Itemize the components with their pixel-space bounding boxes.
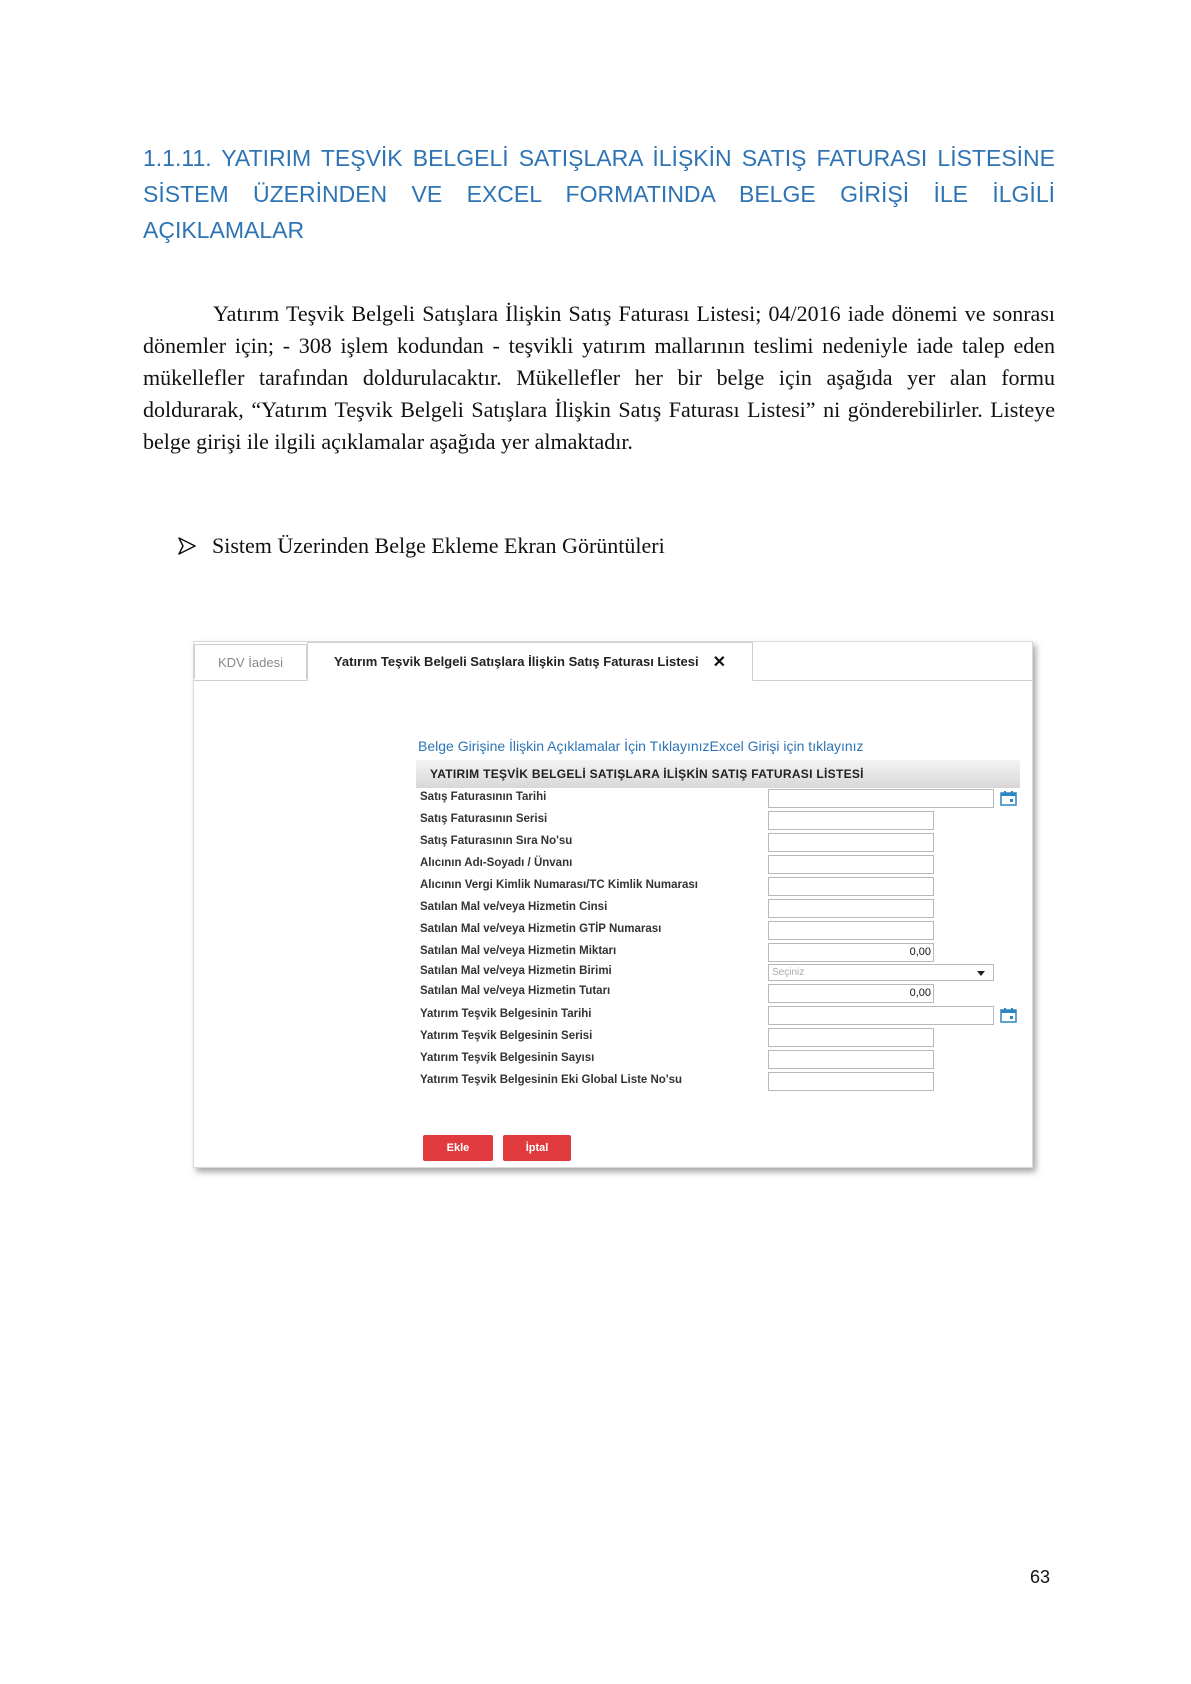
field-label: Yatırım Teşvik Belgesinin Tarihi [420, 1008, 592, 1020]
screenshot-panel [193, 641, 1033, 1168]
body-paragraph [143, 298, 1055, 458]
unit-select-value: Seçiniz [772, 967, 805, 978]
list-title: YATIRIM TEŞVİK BELGELİ SATIŞLARA İLİŞKİN SATIŞ FATURASI LİSTESİ [416, 760, 1020, 788]
invoice-date-input[interactable] [768, 789, 994, 808]
field-label: Satış Faturasının Serisi [420, 813, 548, 825]
heading-line-3: AÇIKLAMALAR [143, 217, 305, 243]
field-label: Yatırım Teşvik Belgesinin Serisi [420, 1030, 593, 1042]
field-label: Satılan Mal ve/veya Hizmetin Miktarı [420, 945, 617, 957]
field-label: Yatırım Teşvik Belgesinin Eki Global Liste No'su [420, 1074, 682, 1086]
section-heading [143, 140, 1055, 248]
bullet-text: Sistem Üzerinden Belge Ekleme Ekran Görüntüleri [212, 533, 665, 558]
invoice-number-input[interactable] [768, 833, 934, 852]
field-label: Satılan Mal ve/veya Hizmetin Cinsi [420, 901, 608, 913]
field-label: Yatırım Teşvik Belgesinin Sayısı [420, 1052, 595, 1064]
bullet-item [178, 530, 665, 562]
field-label: Satılan Mal ve/veya Hizmetin Tutarı [420, 985, 611, 997]
quantity-input[interactable]: 0,00 [768, 943, 934, 962]
tab-label: KDV İadesi [217, 654, 284, 670]
help-links[interactable]: Belge Girişine İlişkin Açıklamalar İçin TıklayınızExcel Girişi için tıklayınız [418, 738, 864, 754]
incentive-number-input[interactable] [768, 1050, 934, 1069]
tab-kdv-iadesi[interactable] [194, 644, 307, 679]
heading-line-1: 1.1.11. YATIRIM TEŞVİK BELGELİ SATIŞLARA İLİŞKİN SATIŞ FATURASI LİSTESİNE [143, 145, 1055, 171]
add-button[interactable]: Ekle [423, 1135, 493, 1161]
unit-select[interactable] [768, 964, 994, 981]
amount-input[interactable]: 0,00 [768, 984, 934, 1003]
calendar-icon[interactable] [1000, 791, 1017, 806]
goods-type-input[interactable] [768, 899, 934, 918]
cancel-button[interactable]: İptal [503, 1135, 571, 1161]
calendar-icon[interactable] [1000, 1008, 1017, 1023]
global-list-number-input[interactable] [768, 1072, 934, 1091]
incentive-date-input[interactable] [768, 1006, 994, 1025]
paragraph-text: Yatırım Teşvik Belgeli Satışlara İlişkin Satış Faturası Listesi; 04/2016 iade dönemi ve sonrası dönemler için; - 308 işlem kodundan - teşvikli yatırım mallarının teslimi nedeniyle iade talep eden mükellefler tarafından doldurulacaktır. Mükellefler her bir belge için aşağıda yer alan formu doldurarak, “Yatırım Teşvik Belgeli Satışlara İlişkin Satış Faturası Listesi” ni gönderebilirler. Listeye belge girişi ile ilgili açıklamalar aşağıda yer almaktadır. [143, 301, 1055, 454]
page-number: 63 [1030, 1567, 1051, 1587]
tab-label: Yatırım Teşvik Belgeli Satışlara İlişkin Satış Faturası Listesi [333, 654, 699, 669]
field-label: Satış Faturasının Tarihi [420, 791, 547, 803]
gtip-number-input[interactable] [768, 921, 934, 940]
incentive-series-input[interactable] [768, 1028, 934, 1047]
chevron-down-icon [977, 971, 985, 976]
tab-satis-faturasi-listesi[interactable] [307, 642, 753, 681]
invoice-series-input[interactable] [768, 811, 934, 830]
buyer-name-input[interactable] [768, 855, 934, 874]
buyer-tax-id-input[interactable] [768, 877, 934, 896]
tab-bar [194, 642, 1032, 681]
field-label: Alıcının Adı-Soyadı / Ünvanı [420, 857, 573, 869]
heading-line-2: SİSTEM ÜZERİNDEN VE EXCEL FORMATINDA BELGE GİRİŞİ İLE İLGİLİ [143, 181, 1055, 207]
field-label: Satış Faturasının Sıra No'su [420, 835, 573, 847]
field-label: Satılan Mal ve/veya Hizmetin GTİP Numarası [420, 923, 662, 935]
close-icon[interactable]: ✕ [712, 653, 727, 671]
field-label: Satılan Mal ve/veya Hizmetin Birimi [420, 965, 612, 977]
field-label: Alıcının Vergi Kimlik Numarası/TC Kimlik Numarası [420, 879, 699, 891]
arrowhead-bullet-icon [178, 537, 196, 555]
